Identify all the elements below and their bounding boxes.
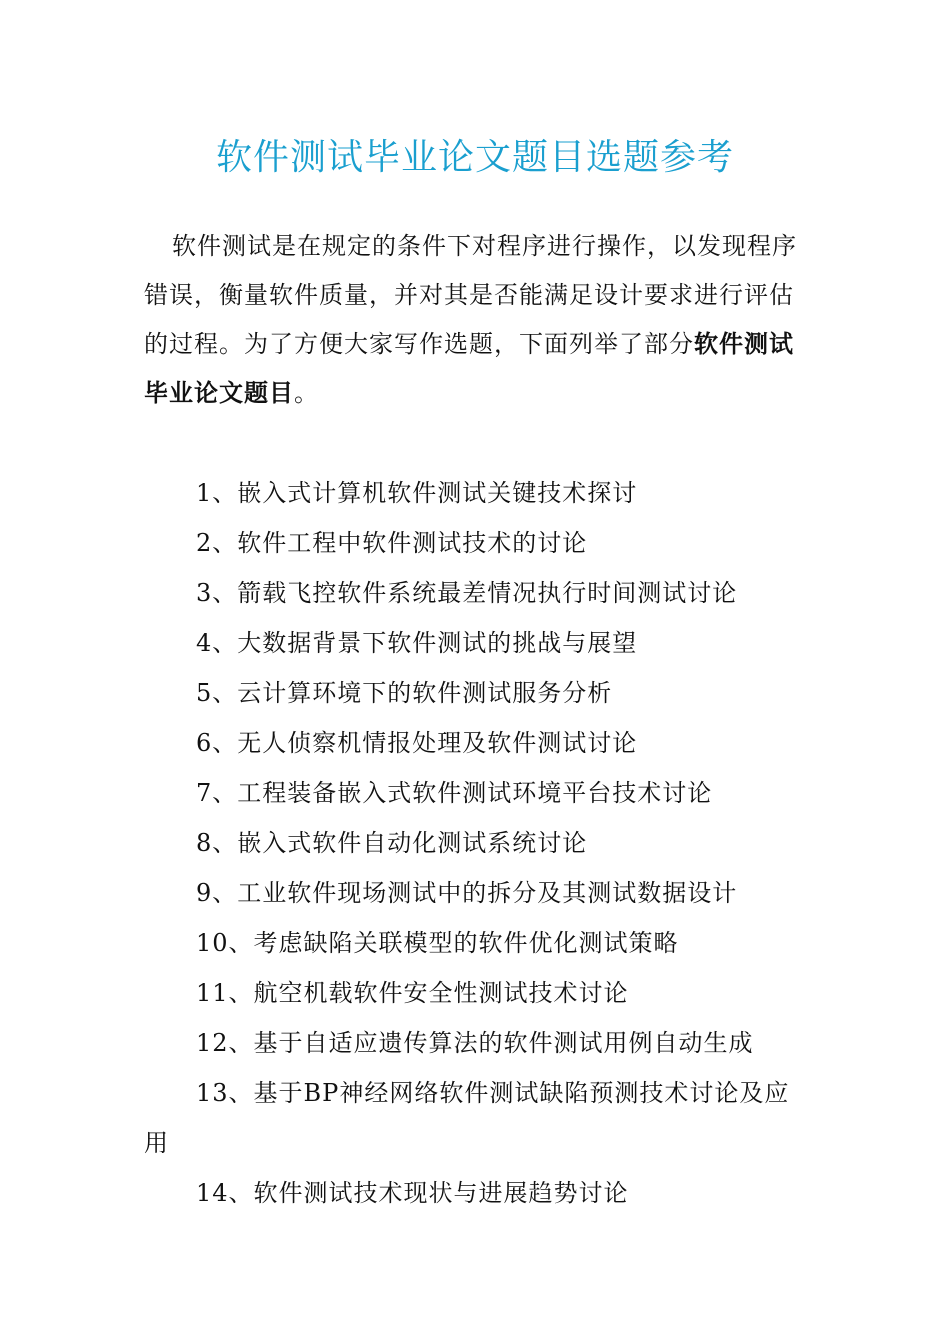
- list-item: 3、箭载飞控软件系统最差情况执行时间测试讨论: [196, 579, 738, 607]
- intro-bold-phrase: 软件测试毕业论文题目: [144, 330, 794, 407]
- list-item: 7、工程装备嵌入式软件测试环境平台技术讨论: [196, 779, 713, 807]
- list-item: 11、航空机载软件安全性测试技术讨论: [196, 979, 629, 1007]
- intro-end: 。: [294, 379, 319, 407]
- topic-list: [144, 468, 804, 1218]
- intro-paragraph: [144, 222, 804, 418]
- list-item: 8、嵌入式软件自动化测试系统讨论: [196, 829, 588, 857]
- list-item: 6、无人侦察机情报处理及软件测试讨论: [196, 729, 638, 757]
- intro-text: 软件测试是在规定的条件下对程序进行操作，以发现程序错误，衡量软件质量，并对其是否能满足设计要求进行评估的过程。为了方便大家写作选题，下面列举了部分: [144, 232, 797, 358]
- list-item: 9、工业软件现场测试中的拆分及其测试数据设计: [196, 879, 738, 907]
- list-item: 13、基于BP神经网络软件测试缺陷预测技术讨论及应用: [144, 1079, 790, 1157]
- list-item: 1、嵌入式计算机软件测试关键技术探讨: [196, 479, 638, 507]
- list-item: 14、软件测试技术现状与进展趋势讨论: [196, 1179, 629, 1207]
- list-item: 12、基于自适应遗传算法的软件测试用例自动生成: [196, 1029, 754, 1057]
- document-title: 软件测试毕业论文题目选题参考: [215, 137, 734, 178]
- list-item: 4、大数据背景下软件测试的挑战与展望: [196, 629, 638, 657]
- list-item: 10、考虑缺陷关联模型的软件优化测试策略: [196, 929, 679, 957]
- list-item: 2、软件工程中软件测试技术的讨论: [196, 529, 588, 557]
- list-item: 5、云计算环境下的软件测试服务分析: [196, 679, 613, 707]
